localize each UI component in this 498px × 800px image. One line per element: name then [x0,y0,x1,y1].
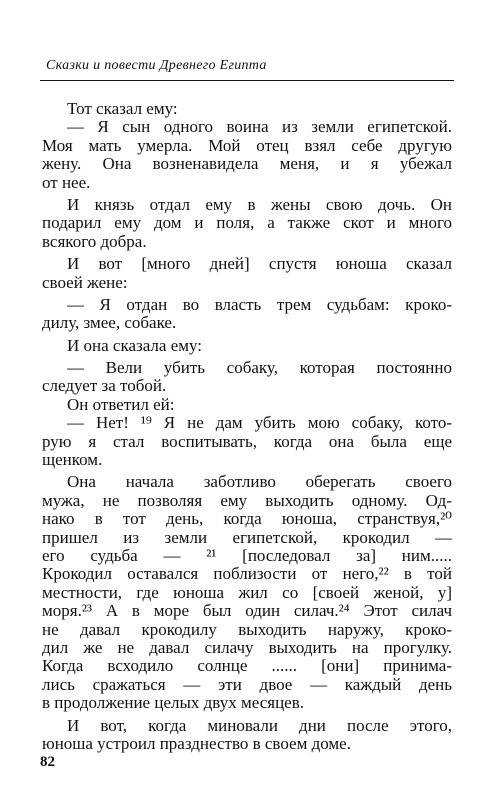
text-line: И вот [много дней] спустя юноша сказал [67,254,452,274]
text-line: мужа, не позволяя ему выходить одному. Од- [42,490,452,510]
text-line: в продолжение целых двух месяцев. [42,693,305,713]
paragraph [42,359,452,396]
text-line: И князь отдал ему в жены свою дочь. Он [67,194,452,214]
page-number: 82 [40,754,55,770]
text-line: жену. Она возненавидела меня, и я убежал [42,154,452,174]
header-rule [40,80,454,81]
paragraph [42,717,452,754]
paragraph [42,414,452,469]
text-line: не давал крокодилу выходить наружу, кроко- [42,619,452,639]
paragraph [42,337,452,355]
text-line: И она сказала ему: [67,335,203,355]
text-line: следует за тобой. [42,376,167,396]
paragraph [42,255,452,292]
text-line: — Вели убить собаку, которая постоянно [67,358,452,378]
text-line: Крокодил оставался поблизости от него,²² в той [42,564,452,584]
paragraph [42,296,452,333]
text-line: рую я стал воспитывать, когда она была еще [42,431,452,451]
running-header: Сказки и повести Древнего Египта [46,58,267,73]
text-line: щенком. [42,450,103,470]
text-line: его судьба — ²¹ [последовал за] ним..... [42,545,452,565]
text-line: Моя мать умерла. Мой отец взял себе другую [42,135,452,155]
text-line: пришел из земли египетской, крокодил — [42,527,452,547]
text-line: юноша устроил празднество в своем доме. [42,733,351,753]
text-line: дил же не давал силачу выходить на прогулку. [42,637,452,657]
text-line: — Нет! ¹⁹ Я не дам убить мою собаку, кото- [67,413,452,433]
text-line: Когда всходило солнце ...... [они] принима- [42,656,452,676]
text-line: дилу, змее, собаке. [42,313,177,333]
body-text [42,100,452,753]
paragraph [42,100,452,118]
text-line: подарил ему дом и поля, а также скот и много [42,213,452,233]
text-line: — Я отдан во власть трем судьбам: кроко- [67,294,452,314]
text-line: И вот, когда миновали дни после этого, [67,715,452,735]
text-line: лись сражаться — эти двое — каждый день [42,674,452,694]
text-line: моря.²³ А в море был один силач.²⁴ Этот силач [42,601,452,621]
text-line: нако в тот день, когда юноша, странствуя,²⁰ [42,509,452,529]
text-line: всякого добра. [42,231,147,251]
text-line: Тот сказал ему: [67,99,178,118]
text-line: Он ответил ей: [67,394,175,414]
text-line: от нее. [42,172,91,192]
paragraph [42,118,452,192]
paragraph [42,473,452,712]
paragraph [42,396,452,414]
text-line: — Я сын одного воина из земли египетской. [67,117,452,137]
text-line: Она начала заботливо оберегать своего [67,472,452,492]
text-line: своей жене: [42,272,128,292]
paragraph [42,196,452,251]
text-line: местности, где юноша жил со [своей женой, у] [42,582,452,602]
